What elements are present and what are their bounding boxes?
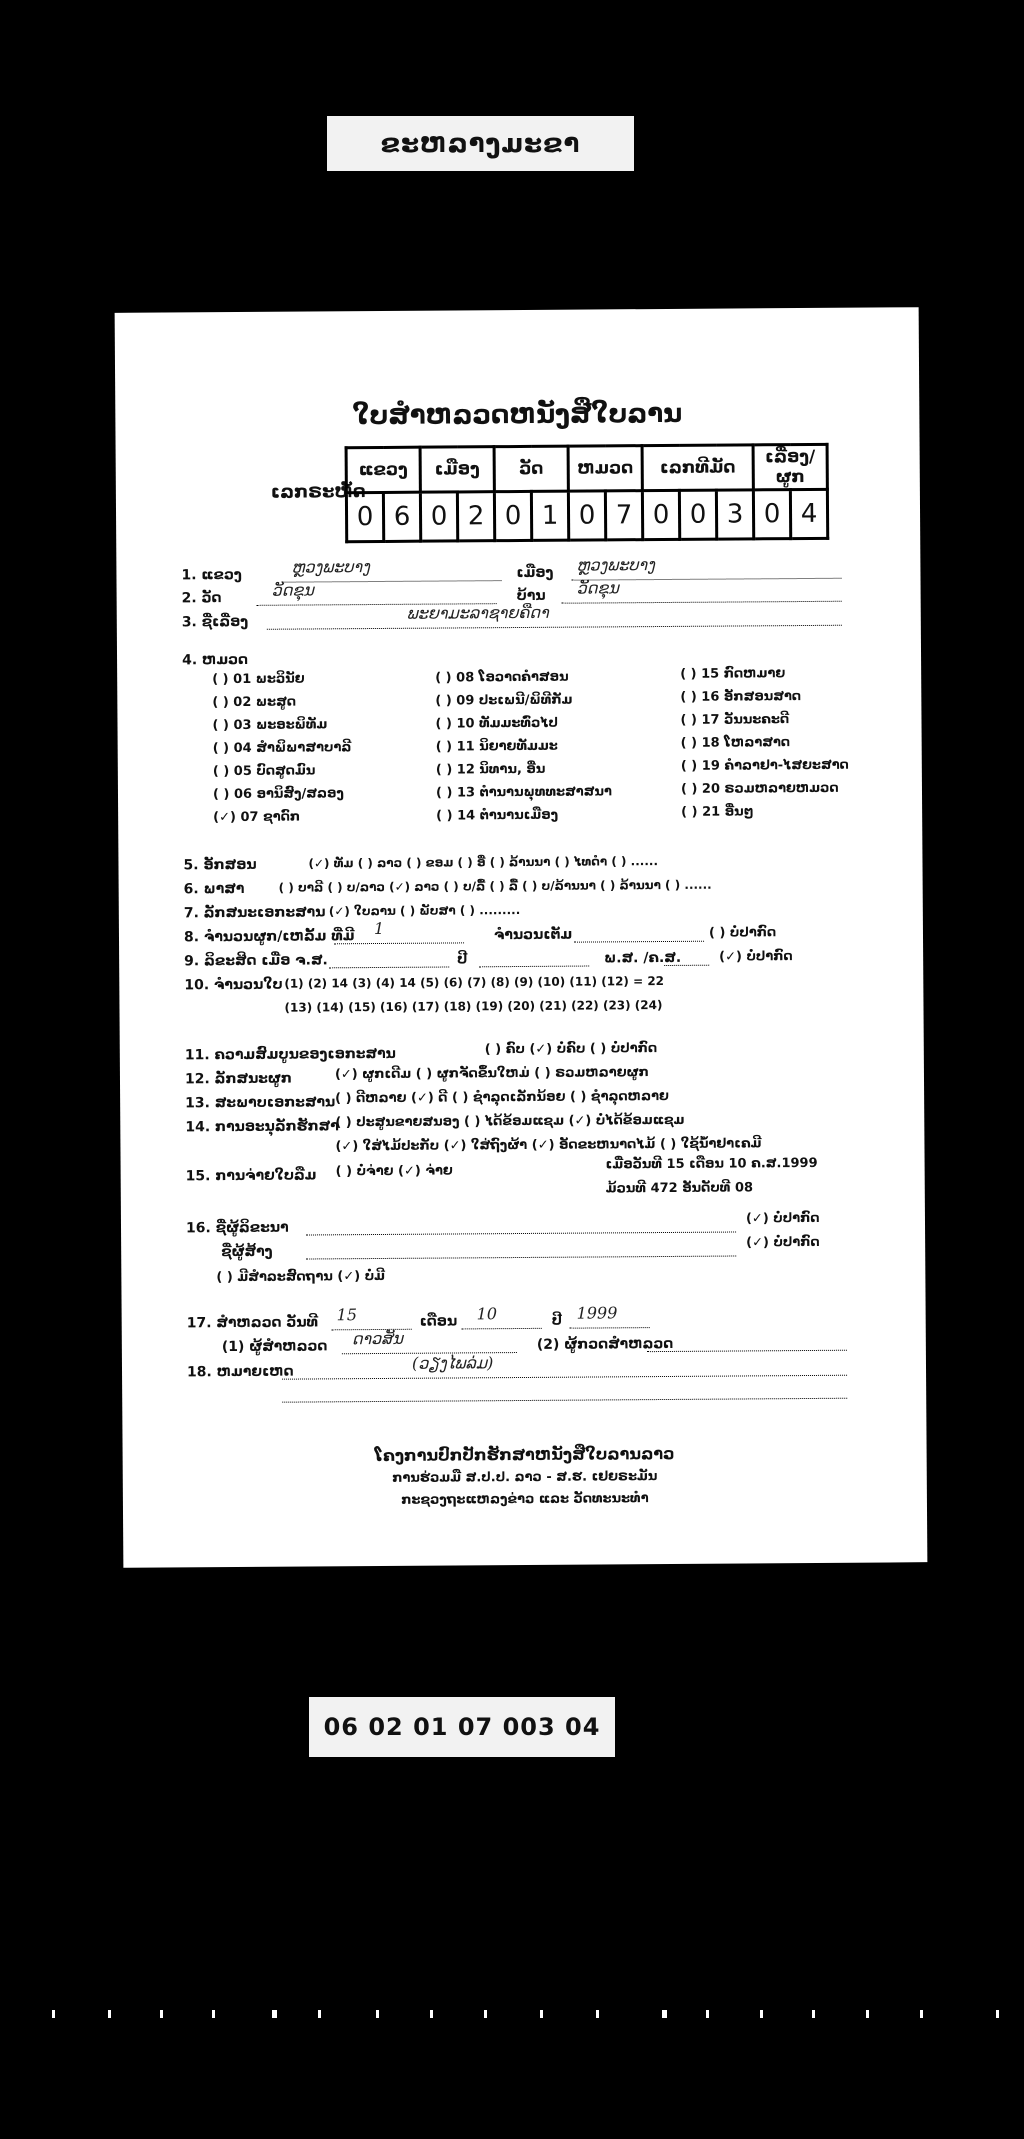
code-digit: 4 <box>790 489 827 538</box>
row-preservation-options-2[interactable]: (✓) ໃສ່ໄມ້ປະກັບ (✓) ໃສ່ຖົງຜ້າ (✓) ອັດຂະຫນາດໄມ້ ( ) ໃຊ້ນໍ້າຢາເຄມີ <box>335 1136 762 1155</box>
category-option[interactable]: ( ) 19 ຄໍາລາຢາ-ໄສຍະສາດ <box>680 757 849 774</box>
field-line <box>462 1328 542 1330</box>
field-line <box>329 967 449 969</box>
row-language-label: 6. ພາສາ <box>183 880 245 898</box>
code-header: ເລກທີມັດ <box>642 445 753 491</box>
category-option[interactable]: ( ) 05 ບົດສູດມົນ <box>212 763 316 780</box>
bottom-label: 06 02 01 07 003 04 <box>309 1697 615 1757</box>
row-preservation-options-1[interactable]: ( ) ປະສູນຂາຍສນອງ ( ) ໄດ້ຂ້ອມແຊມ (✓) ບໍ່ໄດ້ຂ້ອມແຊມ <box>335 1112 685 1131</box>
row-bundle-type-options[interactable]: (✓) ຜູກເດີມ ( ) ຜູກຈັດຂຶ້ນໃຫມ່ ( ) ຣວມຫລາຍຜູກ <box>334 1065 649 1083</box>
field-line <box>570 1327 650 1329</box>
row-script-label: 5. ອັກສອນ <box>183 856 257 874</box>
code-header: ເລື່ອງ/ຜູກ <box>753 444 827 490</box>
film-mark <box>212 2010 215 2018</box>
film-mark <box>430 2010 433 2018</box>
field-line <box>574 941 704 943</box>
field-category-label: 4. ຫມວດ <box>182 651 249 669</box>
film-mark <box>812 2010 815 2018</box>
row-microfilm-reel: ມ້ວນທີ 472 ອັນດັບທີ 08 <box>605 1180 754 1197</box>
field-line <box>479 966 589 968</box>
row-leaves-line2: (13) (14) (15) (16) (17) (18) (19) (20) (21) (22) (23) (24) <box>284 998 663 1015</box>
row-bundle-type-label: 12. ລັກສນະຜູກ <box>184 1070 292 1088</box>
code-digit: 0 <box>420 492 457 541</box>
survey-form <box>115 307 928 1568</box>
category-option[interactable]: ( ) 21 ອື່ນໆ <box>681 804 754 820</box>
code-digits <box>346 489 827 541</box>
category-option[interactable]: ( ) 20 ຣວມຫລາຍຫມວດ <box>680 780 839 797</box>
field-district-label: ເມືອງ <box>516 564 554 582</box>
row-material-options[interactable]: (✓) ໃບລານ ( ) ພັບສາ ( ) ......... <box>328 903 521 919</box>
film-mark <box>760 2010 763 2018</box>
code-digit: 7 <box>605 491 642 540</box>
category-option[interactable]: ( ) 09 ປະເພນີ/ພິທີກັມ <box>435 692 573 709</box>
field-district-value: ຫຼວງພະບາງ <box>576 555 655 575</box>
film-mark <box>996 2010 999 2018</box>
film-mark <box>160 2010 163 2018</box>
code-header: ເມືອງ <box>420 447 494 493</box>
field-line <box>334 942 464 944</box>
category-option[interactable]: ( ) 14 ຕໍານານເມືອງ <box>436 807 559 824</box>
field-title-value: ພະຍາມະລາຊາຍຄືດາ <box>406 602 549 623</box>
row-surveyor-label: (1) ຜູ້ສໍາຫລວດ <box>221 1338 328 1356</box>
row-language-options[interactable]: ( ) ບາລີ ( ) ບ/ລາວ (✓) ລາວ ( ) ບ/ລື້ ( ) ລື້ ( ) ບ/ລ້ານນາ ( ) ລ້ານນາ ( ) ...... <box>278 877 712 895</box>
category-option[interactable]: ( ) 03 ພະອະພິທັມ <box>212 717 328 734</box>
row-microfilm-options[interactable]: ( ) ບໍ່ຈ່າຍ (✓) ຈ່າຍ <box>335 1163 453 1180</box>
code-header: ແຂວງ <box>346 447 420 493</box>
field-province-label: 1. ແຂວງ <box>181 566 242 584</box>
category-option[interactable]: ( ) 01 ພະວິນັຍ <box>212 671 305 688</box>
row-surveyor-value: ດາວສັນ <box>351 1328 404 1349</box>
row-completeness-options[interactable]: ( ) ຄົບ (✓) ບໍ່ຄົບ ( ) ບໍ່ປາກົດ <box>484 1041 658 1058</box>
row-scribe-label: 16. ຊື່ຜູ້ລິຂະນາ <box>185 1219 289 1237</box>
row-condition-options[interactable]: ( ) ດີຫລາຍ (✓) ດີ ( ) ຊໍາລຸດເລັກນ້ອຍ ( ) ຊໍາລຸດຫລາຍ <box>335 1088 669 1107</box>
field-temple-value: ວັດຂຸນ <box>271 580 314 600</box>
code-digit: 0 <box>753 490 790 539</box>
film-mark <box>318 2010 321 2018</box>
row-condition-label: 13. ສະພາບເອກະສານ <box>185 1094 336 1112</box>
row-microfilm-date: ເມື່ອວັນທີ 15 ເດືອນ 10 ຄ.ສ.1999 <box>605 1155 818 1173</box>
code-digit: 3 <box>716 490 753 539</box>
field-province-value: ຫຼວງພະບາງ <box>291 557 370 577</box>
row-year-label: ປີ <box>457 951 468 968</box>
film-edge-marks <box>0 2010 1024 2030</box>
field-line <box>306 1232 736 1236</box>
category-option[interactable]: ( ) 17 ວັນນະຄະດີ <box>680 712 790 728</box>
category-option[interactable]: ( ) 10 ທັມມະທົ່ວໄປ <box>435 715 559 732</box>
category-option[interactable]: ( ) 08 ໂອວາດຄໍາສອນ <box>435 669 569 686</box>
row-month-label: ເດືອນ <box>419 1313 458 1330</box>
row-remarks-label: 18. ຫມາຍເຫດ <box>186 1363 294 1381</box>
code-digit: 0 <box>679 490 716 539</box>
footer-ministry: ກະຊວງຖະແຫລງຂ່າວ ແລະ ວັດທະນະທໍາ <box>401 1491 649 1508</box>
row-survey-month: 10 <box>476 1304 498 1324</box>
field-temple-label: 2. ວັດ <box>181 590 222 607</box>
field-line <box>306 1256 736 1260</box>
row-material-label: 7. ລັກສນະເອກະສານ <box>183 904 326 922</box>
footer-cooperation: ການຮ່ວມມື ສ.ປ.ປ. ລາວ - ສ.ຮ. ເຢຍຣະມັນ <box>392 1469 658 1486</box>
code-header: ວັດ <box>494 446 568 492</box>
row-scribe-unknown[interactable]: (✓) ບໍ່ປາກົດ <box>745 1210 820 1227</box>
film-mark <box>540 2010 543 2018</box>
code-digit: 0 <box>346 492 383 541</box>
field-line <box>664 965 709 966</box>
row-leaves-line1: (1) (2) 14 (3) (4) 14 (5) (6) (7) (8) (9) (10) (11) (12) = 22 <box>284 974 665 991</box>
row-copyright-unknown[interactable]: (✓) ບໍ່ປາກົດ <box>719 949 793 965</box>
footer-project: ໂຄງການປົກປັກຮັກສາຫນັງສືໃບລານລາວ <box>374 1443 675 1466</box>
code-header: ຫມວດ <box>568 446 642 492</box>
category-option[interactable]: ( ) 11 ນິຍາຍທັມມະ <box>435 738 558 755</box>
category-option[interactable]: ( ) 02 ພະສູດ <box>212 694 297 711</box>
row-bundles-unknown[interactable]: ( ) ບໍ່ປາກົດ <box>708 925 777 941</box>
category-option[interactable]: ( ) 13 ຕໍານານພຸທທະສາສນາ <box>435 784 612 801</box>
category-option[interactable]: ( ) 12 ນິທານ, ອື່ນ <box>435 761 546 778</box>
category-option[interactable]: ( ) 04 ສໍາພິພາສາບາລີ <box>212 740 352 757</box>
row-preservation-label: 14. ການອະນຸລັກຮັກສາ <box>185 1118 339 1136</box>
code-headers <box>346 444 827 492</box>
category-option-selected[interactable]: (✓) 07 ຊາດົກ <box>213 809 301 826</box>
category-option[interactable]: ( ) 06 ອານິສົງ/ສລອງ <box>212 786 344 803</box>
field-line <box>562 601 842 604</box>
top-label: ຂະຫລາງມະຂາ <box>327 116 634 171</box>
film-mark <box>596 2010 599 2018</box>
category-option[interactable]: ( ) 15 ກົດຫມາຍ <box>680 666 786 682</box>
field-line <box>267 625 842 630</box>
row-survey-date-label: 17. ສໍາຫລວດ ວັນທີ <box>186 1314 319 1332</box>
film-mark <box>662 2010 667 2018</box>
row-era-label: ພ.ສ. /ຄ.ສ. <box>604 949 682 967</box>
row-bundles-value: 1 <box>373 918 385 939</box>
row-checker-label: (2) ຜູ້ກວດສໍາຫລວດ <box>536 1335 674 1353</box>
row-copyright-label: 9. ລິຂະສິດ ເມື່ອ ຈ.ສ. <box>184 952 328 970</box>
field-line <box>647 1350 847 1352</box>
code-digit: 6 <box>383 492 420 541</box>
code-digit: 0 <box>494 491 531 540</box>
film-mark <box>108 2010 111 2018</box>
field-line <box>282 580 502 583</box>
film-mark <box>920 2010 923 2018</box>
film-mark <box>376 2010 379 2018</box>
row-year-label-2: ປີ <box>551 1312 562 1329</box>
row-survey-day: 15 <box>336 1305 358 1325</box>
row-creator-label: ຊື່ຜູ້ສ້າງ <box>221 1243 273 1261</box>
row-full-label: ຈໍານວນເຕັມ <box>493 926 573 944</box>
field-line <box>282 1398 847 1403</box>
code-digit: 2 <box>457 492 494 541</box>
field-title-label: 3. ຊື່ເລື່ອງ <box>181 613 249 631</box>
form-title: ໃບສໍາຫລວດຫນັງສືໃບລານ <box>352 398 683 432</box>
field-village-label: ບ້ານ <box>516 587 546 605</box>
row-leaves-label: 10. ຈໍານວນໃບ <box>184 976 283 994</box>
code-digit: 0 <box>568 491 605 540</box>
field-village-value: ວັດຂຸນ <box>576 578 619 598</box>
row-colophon-options[interactable]: ( ) ມີສໍາລະສົດຖານ (✓) ບໍ່ມີ <box>216 1268 386 1286</box>
category-option[interactable]: ( ) 18 ໂຫລາສາດ <box>680 735 791 751</box>
registration-label: ເລກຣະຫັດ <box>270 481 366 503</box>
film-mark <box>866 2010 869 2018</box>
code-digit: 0 <box>642 490 679 539</box>
row-creator-unknown[interactable]: (✓) ບໍ່ປາກົດ <box>746 1234 820 1251</box>
code-digit: 1 <box>531 491 568 540</box>
row-completeness-label: 11. ຄວາມສົມບູນຂອງເອກະສານ <box>184 1045 396 1064</box>
row-microfilm-label: 15. ການຈ່າຍໃບລືມ <box>185 1167 317 1185</box>
film-mark <box>52 2010 55 2018</box>
row-script-options[interactable]: (✓) ທັມ ( ) ລາວ ( ) ຂອມ ( ) ອື່ ( ) ລ້ານນາ ( ) ໄທດໍາ ( ) ...... <box>308 854 659 871</box>
row-bundles-label: 8. ຈໍານວນຜູກ/ເຫລັ້ມ ທີ່ມີ <box>183 928 355 946</box>
film-mark <box>484 2010 487 2018</box>
category-option[interactable]: ( ) 16 ອັກສອນສາດ <box>680 689 802 705</box>
film-mark <box>706 2010 709 2018</box>
row-survey-year: 1999 <box>576 1303 618 1323</box>
film-mark <box>272 2010 277 2018</box>
field-line <box>282 1375 847 1380</box>
row-remarks-value: (ວຽງໄພລ່ມ) <box>411 1353 494 1373</box>
code-table <box>345 443 830 543</box>
